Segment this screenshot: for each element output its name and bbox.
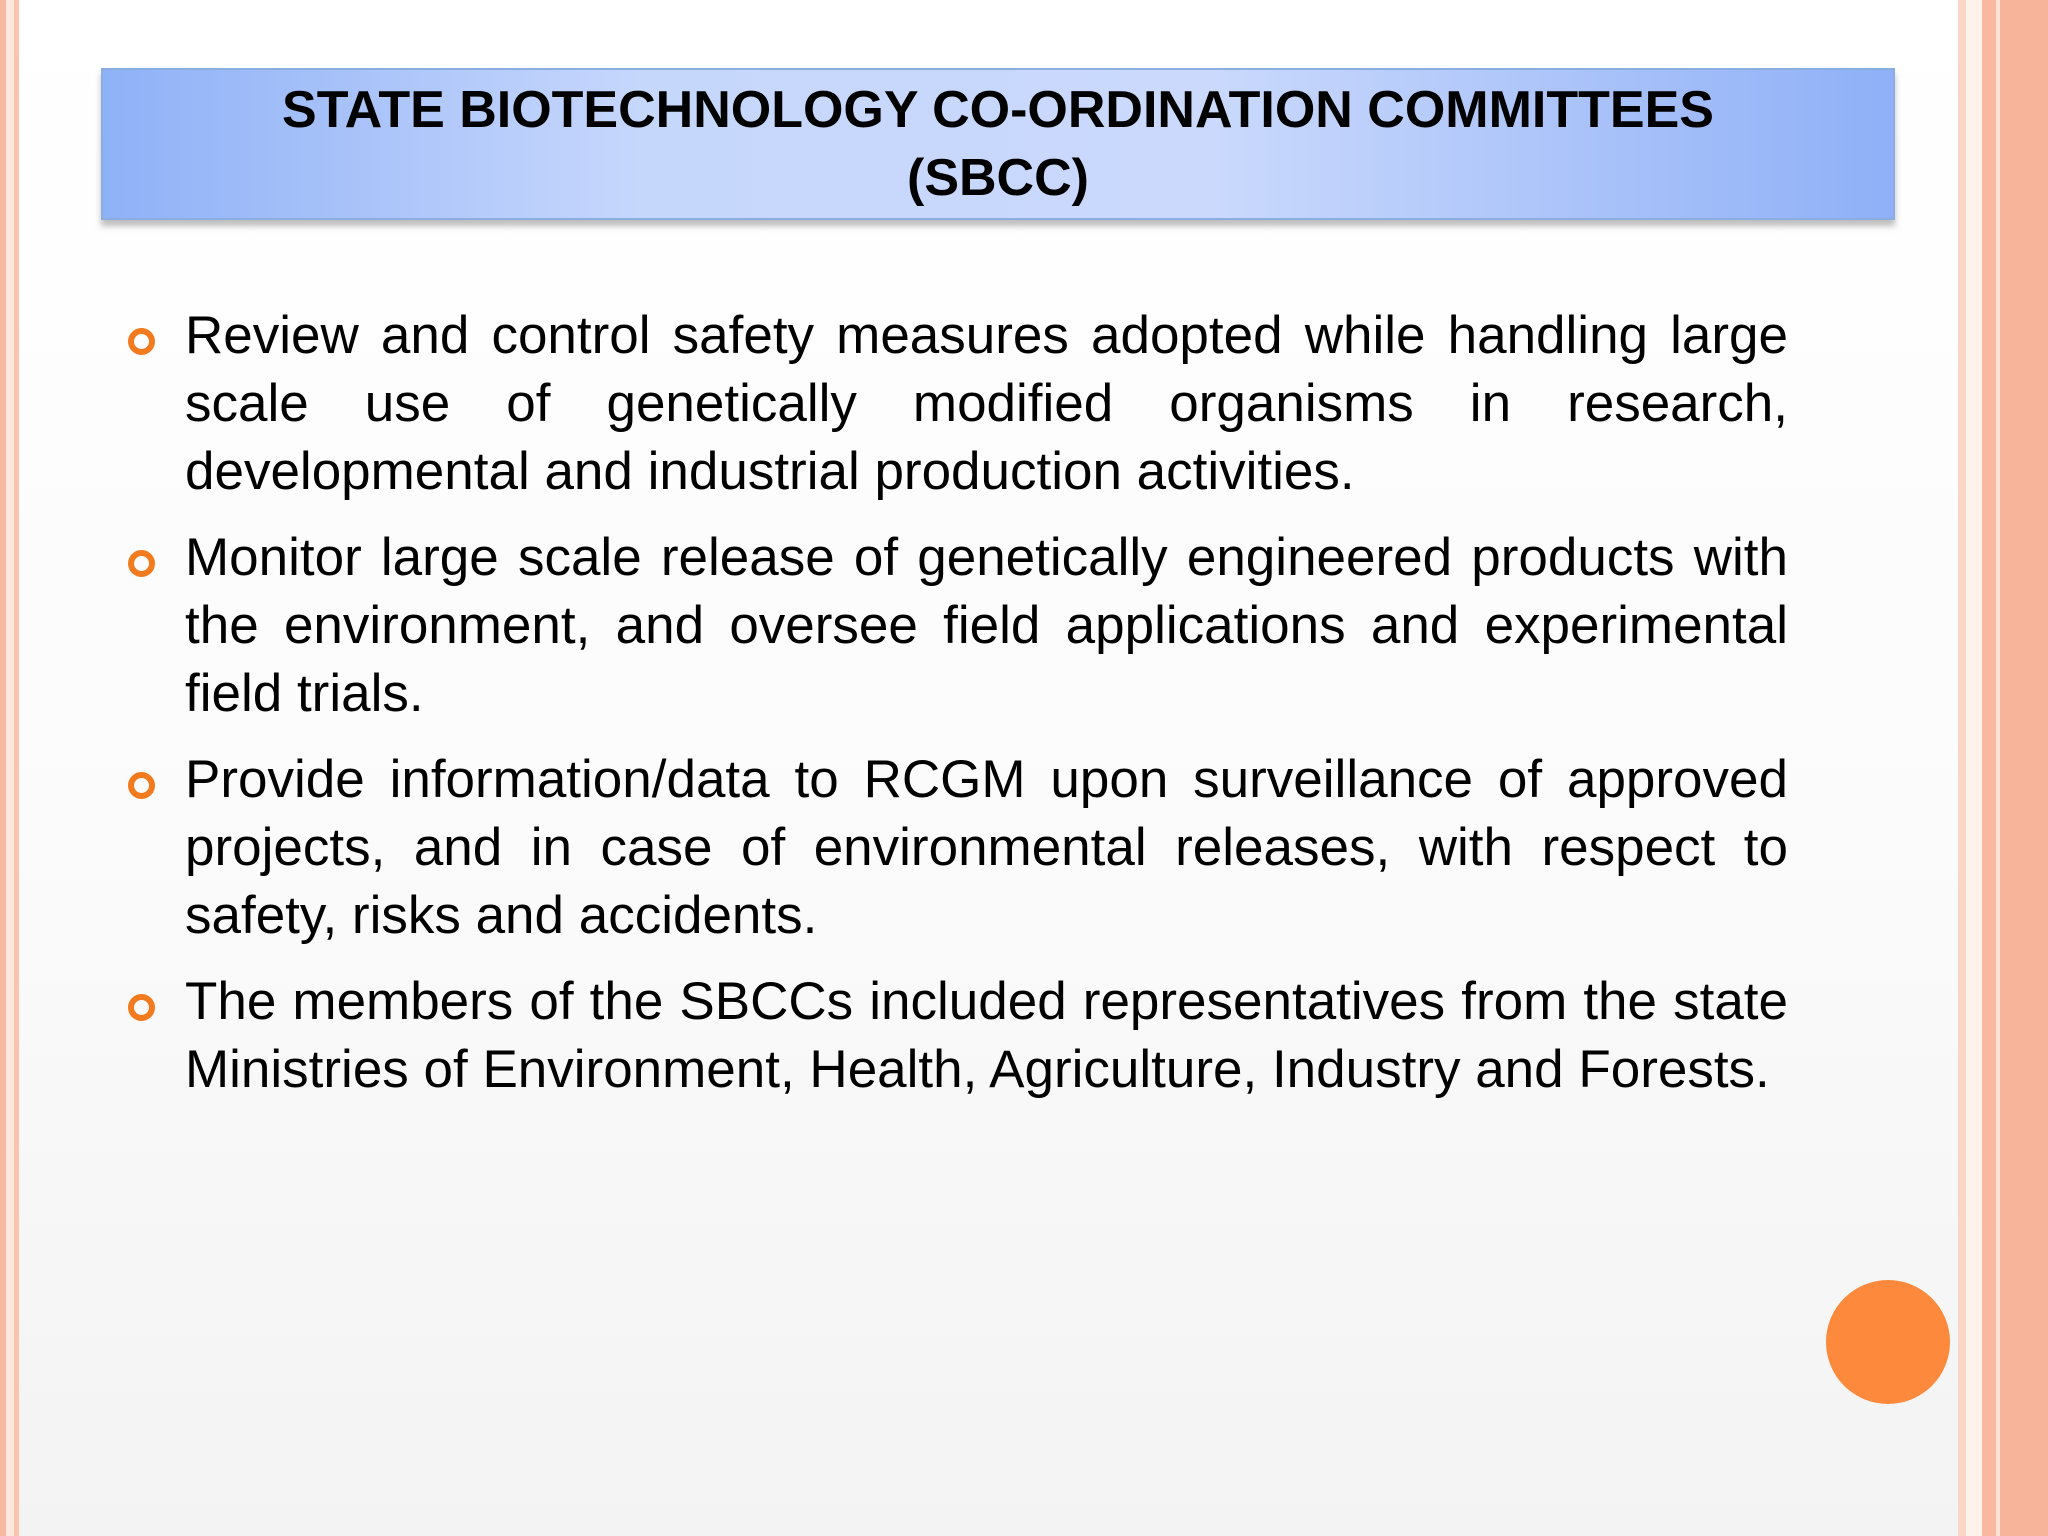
- slide-title-line-2: (SBCC): [907, 149, 1089, 207]
- bullet-text: Review and control safety measures adopted while handling large scale use of genetically modified organisms in research, developmental and industrial production activities.: [185, 306, 1788, 501]
- bullet-text: Provide information/data to RCGM upon surveillance of approved projects, and in case of environmental releases, with respect to safety, risks and accidents.: [185, 750, 1788, 945]
- hollow-circle-bullet-icon: [128, 550, 155, 577]
- right-border-stripe-3: [1982, 0, 1996, 1536]
- bullet-text: Monitor large scale release of genetically engineered products with the environment, and oversee field applications and experimental field trials.: [185, 528, 1788, 723]
- hollow-circle-bullet-icon: [128, 994, 155, 1021]
- right-border-stripe-2: [1966, 0, 1982, 1536]
- left-border-inner-stripe: [14, 0, 19, 1536]
- bullet-item: [128, 524, 1788, 728]
- bullet-item: [128, 302, 1788, 506]
- bullet-item: [128, 746, 1788, 950]
- orange-circle-icon: [1826, 1280, 1950, 1404]
- hollow-circle-bullet-icon: [128, 328, 155, 355]
- slide-title-box: [101, 68, 1895, 220]
- bullet-item: [128, 968, 1788, 1104]
- bullet-text: The members of the SBCCs included representatives from the state Ministries of Environment, Health, Agriculture, Industry and Forests.: [185, 972, 1788, 1099]
- right-border-stripe-1: [1958, 0, 1966, 1536]
- left-border-gap: [6, 0, 14, 1536]
- hollow-circle-bullet-icon: [128, 772, 155, 799]
- right-border-stripe-5: [2000, 0, 2048, 1536]
- slide-title-line-1: STATE BIOTECHNOLOGY CO-ORDINATION COMMITTEES: [282, 81, 1714, 139]
- bullet-list: [128, 302, 1788, 1122]
